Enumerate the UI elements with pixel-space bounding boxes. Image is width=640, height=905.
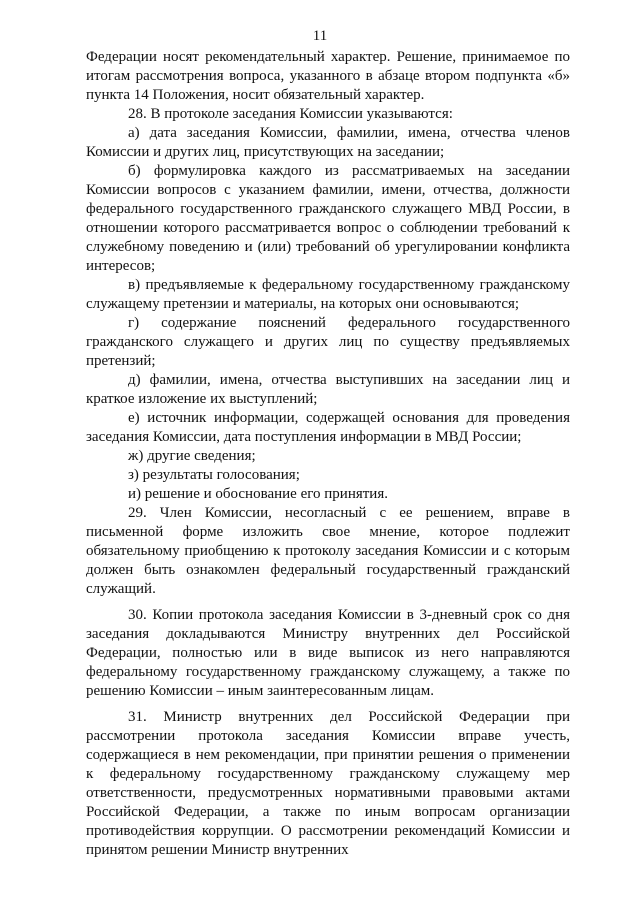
subitem-v: в) предъявляемые к федеральному государственному гражданскому служащему претензии и материалы, на которых они основываются; xyxy=(86,277,570,312)
subitem-z: з) результаты голосования; xyxy=(128,467,300,483)
paragraph-30: 30. Копии протокола заседания Комиссии в 3-дневный срок со дня заседания докладываются Министру внутренних дел Российской Федерации, полностью или в виде выписок из него направляются федеральному государственному гражданскому служащему, а также по решению Комиссии – иным заинтересованным лицам. xyxy=(86,607,570,699)
paragraph-continuation: Федерации носят рекомендательный характер. Решение, принимаемое по итогам рассмотрения вопроса, указанного в абзаце втором подпункта «б» пункта 14 Положения, носит обязательный характер. xyxy=(86,49,570,103)
document-body xyxy=(86,48,570,860)
subitem-zh: ж) другие сведения; xyxy=(128,448,256,464)
subitem-e: е) источник информации, содержащей основания для проведения заседания Комиссии, дата поступления информации в МВД России; xyxy=(86,410,570,445)
subitem-d: д) фамилии, имена, отчества выступивших на заседании лиц и краткое изложение их выступлений; xyxy=(86,372,570,407)
subitem-b: б) формулировка каждого из рассматриваемых на заседании Комиссии вопросов с указанием фамилии, имени, отчества, должности федерального государственного гражданского служащего МВД России, в отношении которого рассматривается вопрос о соблюдении требований к служебному поведению и (или) требований об урегулировании конфликта интересов; xyxy=(86,163,570,274)
paragraph-31: 31. Министр внутренних дел Российской Федерации при рассмотрении протокола заседания Комиссии вправе учесть, содержащиеся в нем рекомендации, при принятии решения о применении к федеральному государственному гражданскому служащему мер ответственности, предусмотренных нормативными правовыми актами Российской Федерации, а также по иным вопросам организации противодействия коррупции. О рассмотрении рекомендаций Комиссии и принятом решении Министр внутренних xyxy=(86,709,570,858)
paragraph-28: 28. В протоколе заседания Комиссии указываются: xyxy=(128,106,453,122)
page-number: 11 xyxy=(312,28,328,44)
subitem-g: г) содержание пояснений федерального государственного гражданского служащего и других лиц по существу предъявляемых претензий; xyxy=(86,315,570,369)
subitem-i: и) решение и обоснование его принятия. xyxy=(128,486,388,502)
subitem-a: а) дата заседания Комиссии, фамилии, имена, отчества членов Комиссии и других лиц, присутствующих на заседании; xyxy=(86,125,570,160)
paragraph-29: 29. Член Комиссии, несогласный с ее решением, вправе в письменной форме изложить свое мнение, которое подлежит обязательному приобщению к протоколу заседания Комиссии и с которым должен быть ознакомлен федеральный государственный гражданский служащий. xyxy=(86,505,570,597)
